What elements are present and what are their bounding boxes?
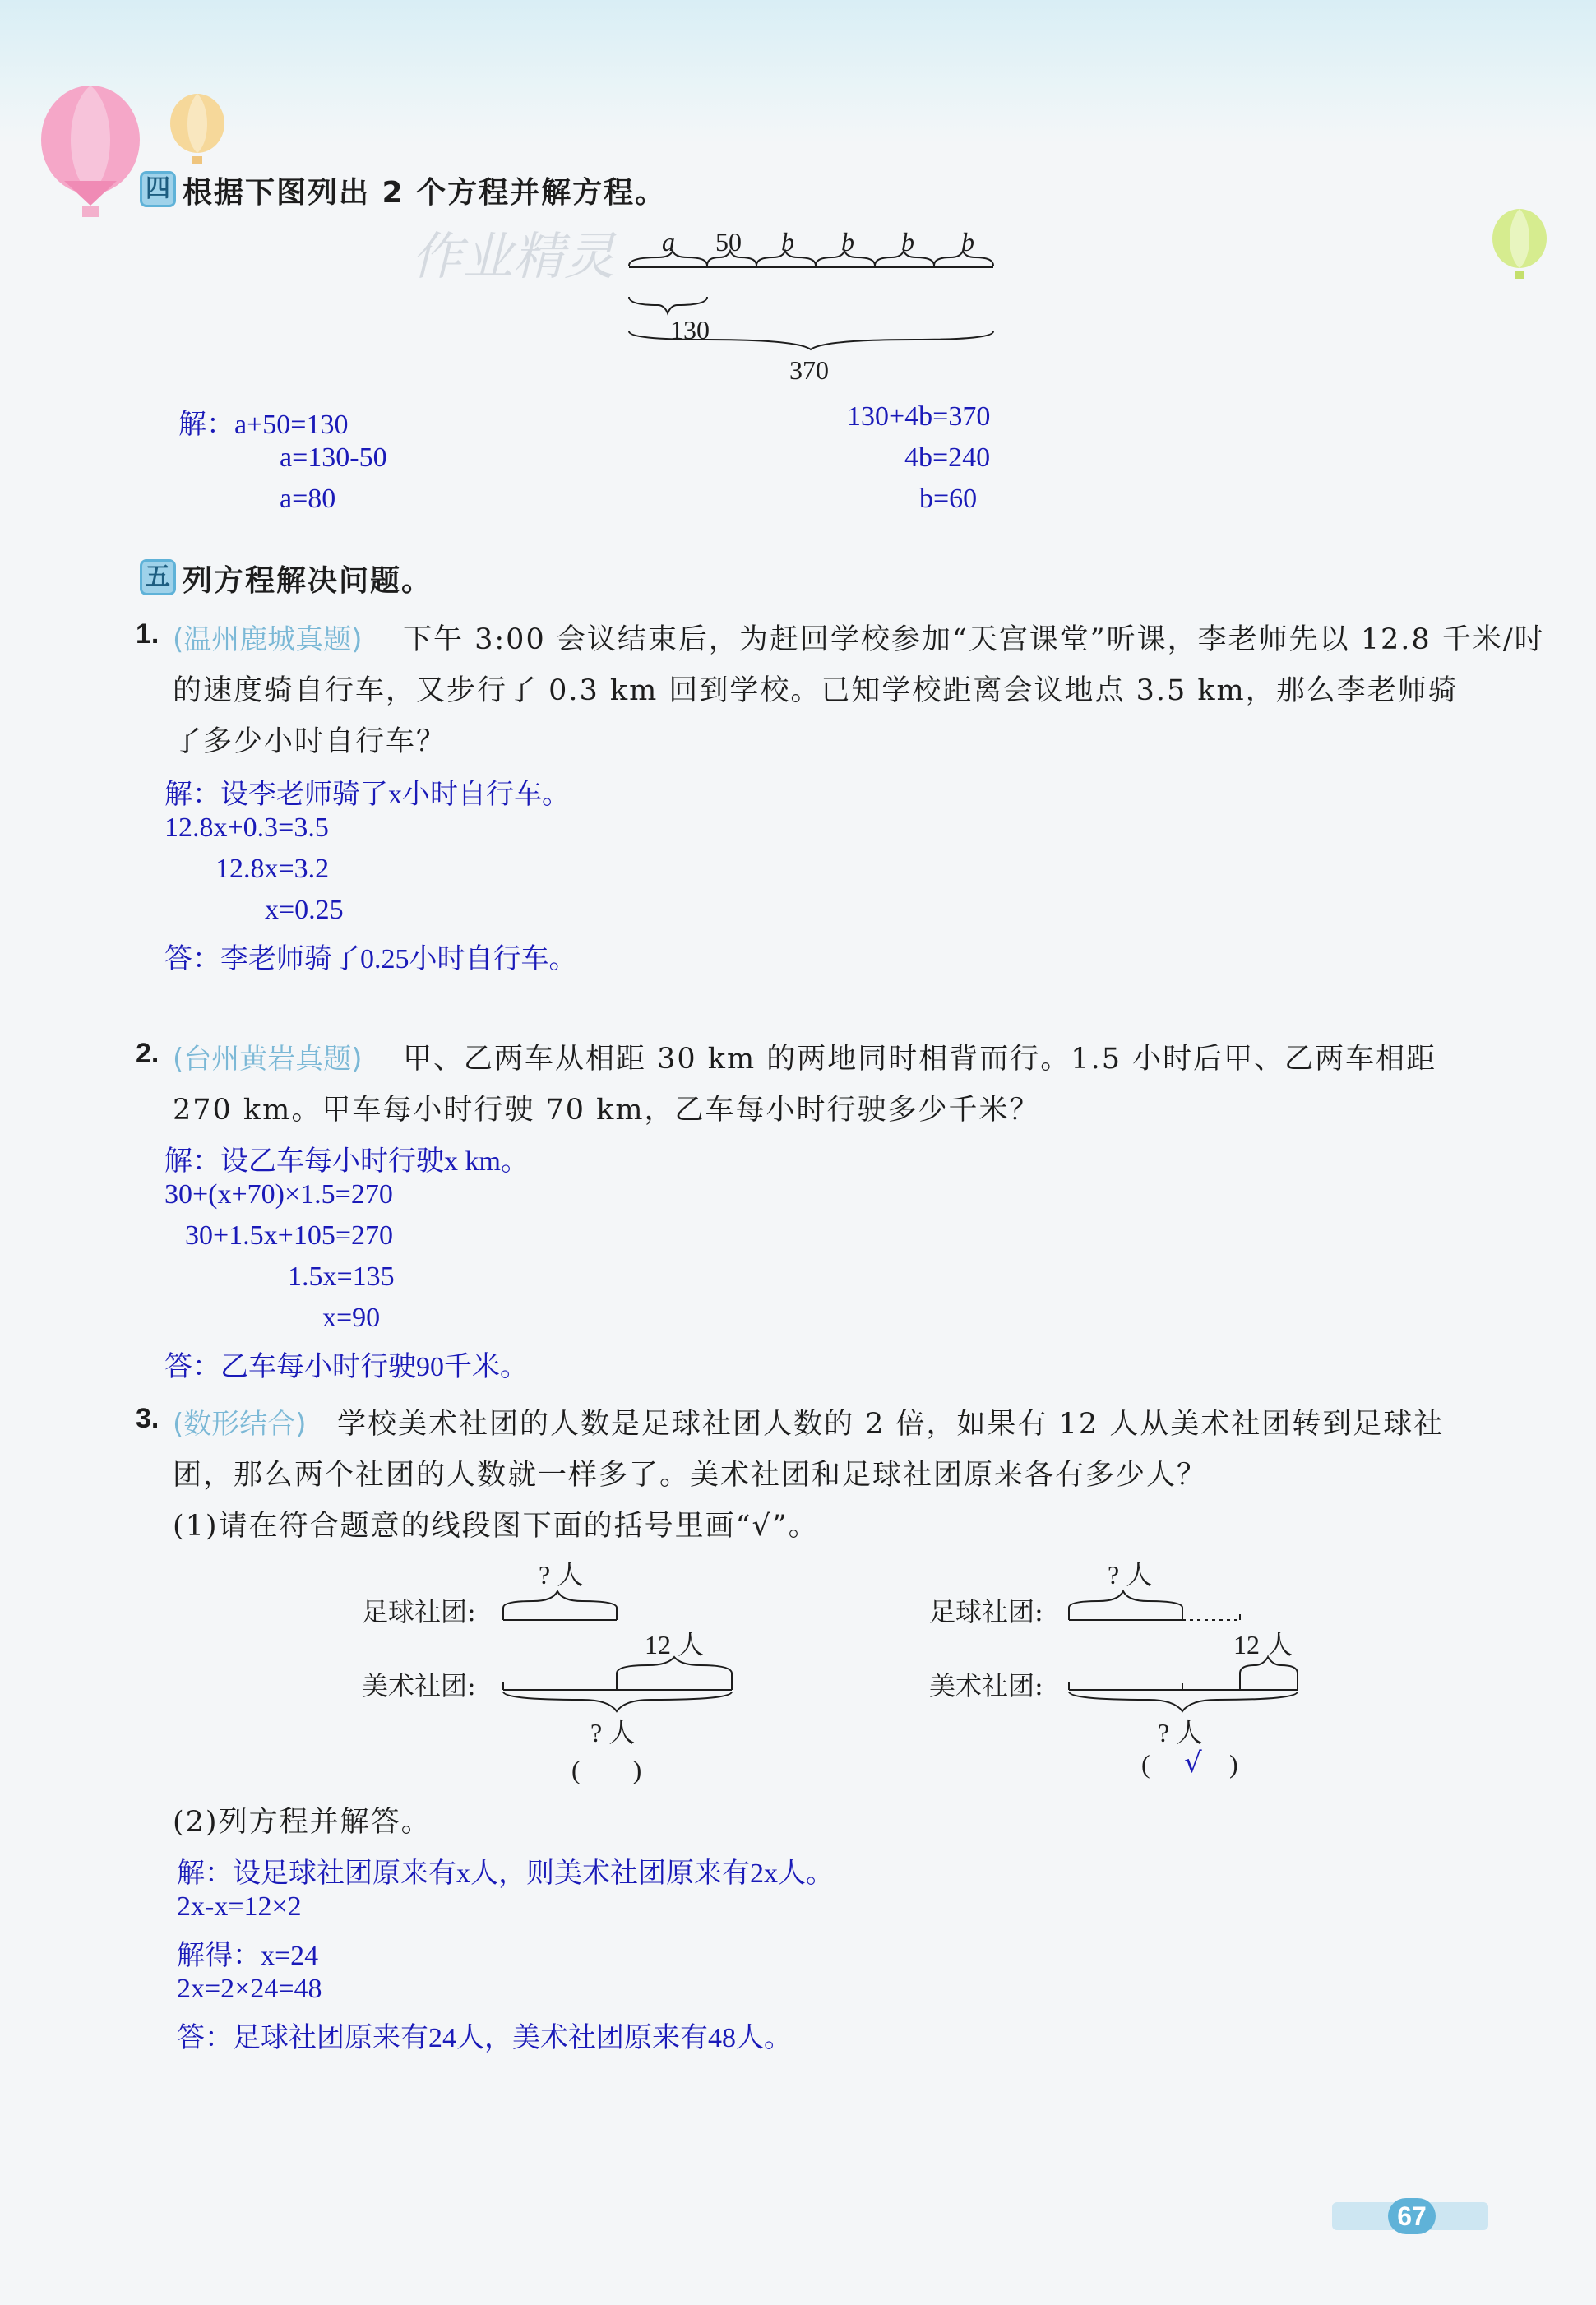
q2-line-2: 270 km。甲车每小时行驶 70 km，乙车每小时行驶多少千米？ xyxy=(173,1094,1040,1127)
q3-left-art-label: 美术社团: xyxy=(362,1670,476,1701)
q3-right-bottom-q: ? 人 xyxy=(1158,1718,1203,1747)
seg-label-50: 50 xyxy=(715,227,742,257)
q3-left-choice[interactable]: ( ) xyxy=(571,1755,642,1784)
q1-tag: (温州鹿城真题) xyxy=(173,623,363,656)
seg-label-b1: b xyxy=(781,227,794,257)
q1-line-2: 的速度骑自行车，又步行了 0.3 km 回到学校。已知学校距离会议地点 3.5 km，那么李老师骑 xyxy=(173,674,1459,707)
s4-sol-right-3: b=60 xyxy=(919,484,978,514)
q3-right-twelve: 12 人 xyxy=(1233,1630,1293,1659)
q3-right-check-mark: √ xyxy=(1184,1747,1202,1780)
q3-left-football-label: 足球社团: xyxy=(362,1596,476,1627)
balloon-green-icon xyxy=(1487,206,1552,284)
q2-answer-5: x=90 xyxy=(322,1303,381,1333)
q3-line-2: 团，那么两个社团的人数就一样多了。美术社团和足球社团原来各有多少人？ xyxy=(173,1459,1208,1492)
q1-answer-4: x=0.25 xyxy=(265,895,344,925)
section-4-title: 根据下图列出 2 个方程并解方程。 xyxy=(183,176,667,210)
q2-number: 2. xyxy=(136,1038,160,1069)
q2-answer-3: 30+1.5x+105=270 xyxy=(185,1220,394,1251)
q1-answer-5: 答：李老师骑了0.25小时自行车。 xyxy=(164,944,577,974)
q1-answer-3: 12.8x=3.2 xyxy=(215,854,330,884)
s4-sol-left-1: 解：a+50=130 xyxy=(178,410,349,440)
q2-answer-4: 1.5x=135 xyxy=(288,1261,395,1292)
q1-number: 1. xyxy=(136,618,160,650)
page-number: 67 xyxy=(1388,2198,1436,2234)
q3-right-football-label: 足球社团: xyxy=(929,1596,1043,1627)
q3-line-1: 学校美术社团的人数是足球社团人数的 2 倍，如果有 12 人从美术社团转到足球社 xyxy=(337,1408,1445,1441)
section-5-title: 列方程解决问题。 xyxy=(183,564,433,598)
watermark: 作业精灵 xyxy=(411,226,616,286)
q2-answer-2: 30+(x+70)×1.5=270 xyxy=(164,1179,393,1210)
q1-answer-2: 12.8x+0.3=3.5 xyxy=(164,812,329,843)
q2-tag: (台州黄岩真题) xyxy=(173,1043,363,1076)
q1-answer-1: 解：设李老师骑了x小时自行车。 xyxy=(164,780,570,810)
s4-sol-left-2: a=130-50 xyxy=(280,442,387,473)
header-band xyxy=(0,0,1596,144)
s4-sol-left-3: a=80 xyxy=(280,484,336,514)
q3-answer-1: 解：设足球社团原来有x人，则美术社团原来有2x人。 xyxy=(177,1858,834,1889)
q1-line-1: 下午 3:00 会议结束后，为赶回学校参加“天宫课堂”听课，李老师先以 12.8 千米/时 xyxy=(403,623,1545,656)
q3-part1: (1)请在符合题意的线段图下面的括号里画“√”。 xyxy=(173,1510,819,1543)
q3-answer-4: 2x=2×24=48 xyxy=(177,1974,322,2004)
q3-answer-3: 解得：x=24 xyxy=(177,1941,319,1971)
seg-label-b4: b xyxy=(961,227,974,257)
seg-label-b3: b xyxy=(901,227,914,257)
seg-label-a: a xyxy=(662,227,675,257)
q3-left-top-q: ? 人 xyxy=(539,1560,584,1590)
q3-right-choice-open[interactable]: ( xyxy=(1141,1749,1150,1779)
q2-line-1: 甲、乙两车从相距 30 km 的两地同时相背而行。1.5 小时后甲、乙两车相距 xyxy=(403,1043,1437,1076)
seg-label-b2: b xyxy=(841,227,854,257)
s4-sol-right-1: 130+4b=370 xyxy=(847,401,991,432)
q3-left-twelve: 12 人 xyxy=(645,1630,705,1659)
q3-left-bottom-q: ? 人 xyxy=(590,1718,636,1747)
seg-label-370: 370 xyxy=(789,355,829,385)
section-5-badge: 五 xyxy=(140,559,176,595)
q3-part2: (2)列方程并解答。 xyxy=(173,1806,432,1839)
q3-number: 3. xyxy=(136,1403,160,1434)
q3-right-art-label: 美术社团: xyxy=(929,1670,1043,1701)
q3-answer-2: 2x-x=12×2 xyxy=(177,1891,302,1922)
seg-label-130: 130 xyxy=(670,315,710,345)
q1-line-3: 了多少小时自行车？ xyxy=(173,725,447,758)
balloon-orange-icon xyxy=(164,90,230,169)
q3-answer-5: 答：足球社团原来有24人，美术社团原来有48人。 xyxy=(177,2023,792,2053)
segment-diagram-1 xyxy=(608,218,1020,391)
balloon-pink-icon xyxy=(31,82,150,222)
q2-answer-1: 解：设乙车每小时行驶x km。 xyxy=(164,1146,529,1177)
q3-tag: (数形结合) xyxy=(173,1408,307,1441)
q3-right-segments xyxy=(1066,1583,1304,1723)
q3-left-segments xyxy=(500,1583,738,1723)
q3-right-choice-close: ) xyxy=(1229,1749,1238,1779)
q3-right-top-q: ? 人 xyxy=(1108,1560,1153,1590)
s4-sol-right-2: 4b=240 xyxy=(904,442,991,473)
q2-answer-6: 答：乙车每小时行驶90千米。 xyxy=(164,1352,528,1382)
section-4-badge: 四 xyxy=(140,171,176,207)
